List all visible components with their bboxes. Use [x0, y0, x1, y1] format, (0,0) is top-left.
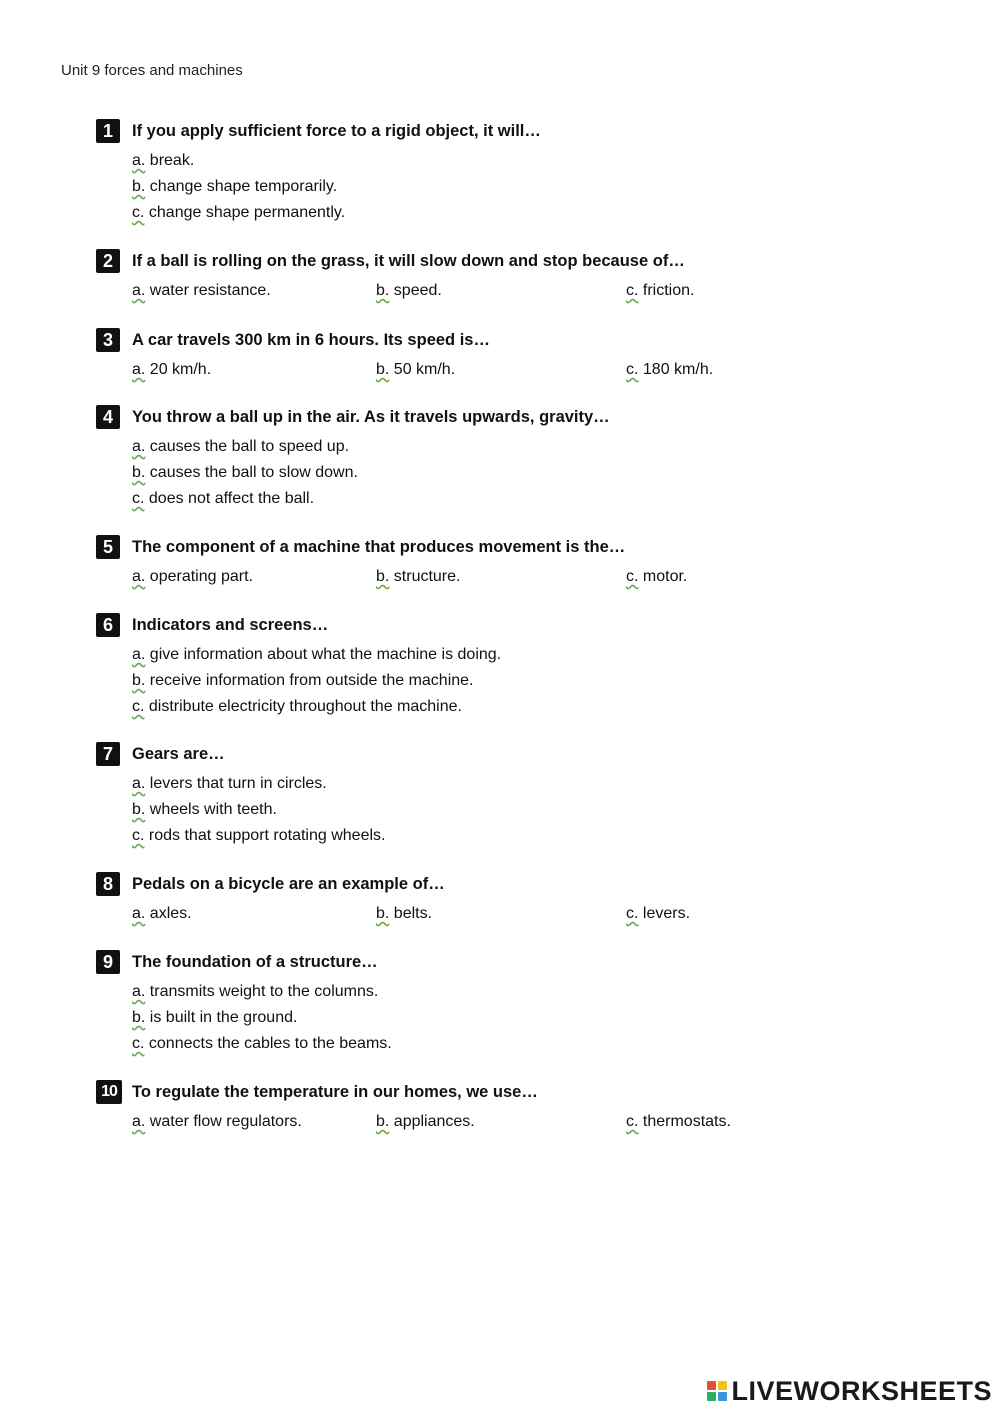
option-c[interactable]: c. rods that support rotating wheels.: [132, 827, 386, 844]
question-2: [96, 249, 956, 304]
option-b[interactable]: b. wheels with teeth.: [132, 801, 277, 818]
question-text: A car travels 300 km in 6 hours. Its speed is…: [132, 331, 490, 349]
question-text: Gears are…: [132, 745, 225, 763]
option-a[interactable]: a. causes the ball to speed up.: [132, 438, 350, 455]
question-text: You throw a ball up in the air. As it travels upwards, gravity…: [132, 408, 610, 426]
option-b[interactable]: b. 50 km/h.: [376, 361, 456, 378]
option-b[interactable]: b. receive information from outside the machine.: [132, 672, 474, 689]
option-c[interactable]: c. does not affect the ball.: [132, 490, 315, 507]
question-text: If a ball is rolling on the grass, it will slow down and stop because of…: [132, 252, 685, 270]
option-b[interactable]: b. change shape temporarily.: [132, 178, 338, 195]
question-9: [96, 950, 956, 1060]
option-b[interactable]: b. is built in the ground.: [132, 1009, 298, 1026]
option-c[interactable]: c. motor.: [626, 568, 688, 585]
question-text: Pedals on a bicycle are an example of…: [132, 875, 445, 893]
option-a[interactable]: a. operating part.: [132, 568, 253, 585]
logo-mark-icon: [707, 1381, 727, 1401]
question-text: To regulate the temperature in our homes, we use…: [132, 1083, 538, 1101]
question-6: [96, 613, 956, 723]
question-number-badge: 3: [96, 328, 120, 352]
question-number-badge: 10: [96, 1080, 122, 1104]
question-number-badge: 1: [96, 119, 120, 143]
option-c[interactable]: c. change shape permanently.: [132, 204, 346, 221]
option-c[interactable]: c. thermostats.: [626, 1113, 731, 1130]
option-a[interactable]: a. water resistance.: [132, 282, 271, 299]
question-3: [96, 328, 956, 383]
question-10: [96, 1080, 956, 1135]
option-b[interactable]: b. structure.: [376, 568, 461, 585]
question-text: If you apply sufficient force to a rigid object, it will…: [132, 122, 541, 140]
page-title: Unit 9 forces and machines: [61, 62, 243, 79]
question-number-badge: 6: [96, 613, 120, 637]
option-a[interactable]: a. give information about what the machine is doing.: [132, 646, 502, 663]
option-a[interactable]: a. water flow regulators.: [132, 1113, 302, 1130]
question-7: [96, 742, 956, 852]
option-a[interactable]: a. levers that turn in circles.: [132, 775, 327, 792]
option-b[interactable]: b. appliances.: [376, 1113, 475, 1130]
option-a[interactable]: a. transmits weight to the columns.: [132, 983, 379, 1000]
question-text: The component of a machine that produces movement is the…: [132, 538, 626, 556]
question-1: [96, 119, 956, 229]
question-text: The foundation of a structure…: [132, 953, 378, 971]
liveworksheets-logo: [707, 1376, 992, 1406]
question-5: [96, 535, 956, 590]
question-number-badge: 7: [96, 742, 120, 766]
question-text: Indicators and screens…: [132, 616, 329, 634]
option-b[interactable]: b. speed.: [376, 282, 442, 299]
question-number-badge: 5: [96, 535, 120, 559]
option-b[interactable]: b. causes the ball to slow down.: [132, 464, 358, 481]
option-c[interactable]: c. distribute electricity throughout the machine.: [132, 698, 462, 715]
question-4: [96, 405, 956, 515]
question-number-badge: 2: [96, 249, 120, 273]
option-c[interactable]: c. friction.: [626, 282, 695, 299]
option-c[interactable]: c. 180 km/h.: [626, 361, 714, 378]
question-number-badge: 9: [96, 950, 120, 974]
question-number-badge: 4: [96, 405, 120, 429]
question-number-badge: 8: [96, 872, 120, 896]
question-8: [96, 872, 956, 927]
option-b[interactable]: b. belts.: [376, 905, 433, 922]
option-a[interactable]: a. 20 km/h.: [132, 361, 212, 378]
option-c[interactable]: c. levers.: [626, 905, 691, 922]
logo-text: LIVEWORKSHEETS: [731, 1375, 992, 1406]
option-a[interactable]: a. axles.: [132, 905, 192, 922]
option-a[interactable]: a. break.: [132, 152, 195, 169]
option-c[interactable]: c. connects the cables to the beams.: [132, 1035, 392, 1052]
